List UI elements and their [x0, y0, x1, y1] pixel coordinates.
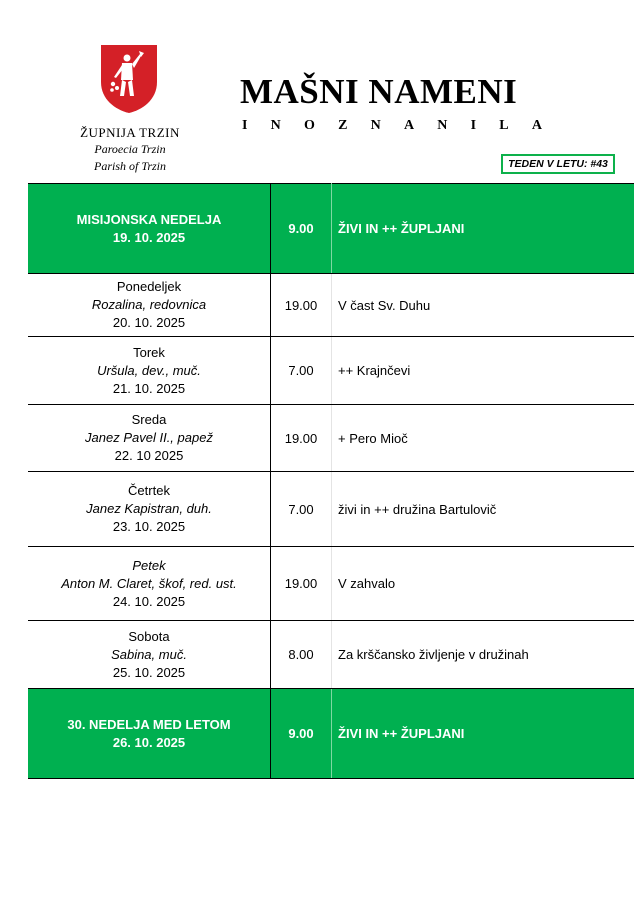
day-name: Sreda [131, 412, 167, 427]
saint-name: Sabina, muč. [111, 646, 187, 662]
saint-name: Janez Pavel II., papež [85, 430, 213, 445]
table-row [28, 184, 634, 274]
day-cell [28, 184, 271, 274]
subtitle-letter: N [270, 118, 281, 133]
day-cell [28, 274, 271, 337]
page-subtitle [242, 118, 542, 134]
mass-time: 19.00 [271, 274, 332, 337]
day-cell [28, 547, 271, 621]
mass-intention: živi in ++ družina Bartulovič [332, 472, 635, 547]
day-name: Ponedeljek [116, 279, 182, 294]
day-name: Sobota [128, 628, 170, 644]
day-name: Petek [132, 557, 166, 573]
mass-time: 7.00 [271, 337, 332, 405]
day-date: 19. 10. 2025 [112, 229, 186, 245]
mass-time: 9.00 [271, 689, 332, 779]
parish-crest-icon [100, 44, 158, 114]
mass-intention: + Pero Mioč [332, 405, 635, 472]
day-date: 20. 10. 2025 [112, 315, 186, 330]
table-row [28, 621, 634, 689]
table-row [28, 472, 634, 547]
day-cell [28, 472, 271, 547]
saint-name: Janez Kapistran, duh. [86, 501, 212, 516]
day-cell [28, 337, 271, 405]
parish-english-name: Parish of Trzin [93, 159, 167, 173]
table-row [28, 547, 634, 621]
day-name: Četrtek [128, 483, 170, 498]
day-date: 22. 10 2025 [114, 448, 184, 463]
day-cell [28, 621, 271, 689]
day-date: 24. 10. 2025 [112, 593, 186, 609]
saint-name: Uršula, dev., muč. [97, 362, 201, 378]
day-name: Torek [133, 344, 165, 360]
mass-time: 7.00 [271, 472, 332, 547]
day-cell [28, 689, 271, 779]
mass-intention: V čast Sv. Duhu [332, 274, 635, 337]
subtitle-letter: A [531, 118, 542, 133]
table-row [28, 274, 634, 337]
parish-latin-name: Paroecia Trzin [94, 142, 166, 156]
day-date: 23. 10. 2025 [112, 519, 186, 534]
subtitle-letter: I [242, 118, 248, 133]
mass-time: 8.00 [271, 621, 332, 689]
table-row [28, 689, 634, 779]
mass-intention: ŽIVI IN ++ ŽUPLJANI [332, 184, 635, 274]
table-row [28, 405, 634, 472]
subtitle-letter: N [370, 118, 381, 133]
page-title: MAŠNI NAMENI [240, 72, 518, 111]
mass-intention: ŽIVI IN ++ ŽUPLJANI [332, 689, 635, 779]
day-date: 21. 10. 2025 [112, 380, 186, 396]
day-date: 25. 10. 2025 [112, 664, 186, 680]
mass-intention: V zahvalo [332, 547, 635, 621]
day-cell [28, 405, 271, 472]
mass-intention: Za krščansko življenje v družinah [332, 621, 635, 689]
subtitle-letter: O [303, 118, 315, 133]
subtitle-letter: A [403, 118, 415, 133]
parish-block [60, 125, 200, 175]
mass-intention: ++ Krajnčevi [332, 337, 635, 405]
subtitle-letter: Z [338, 118, 348, 133]
subtitle-letter: I [470, 118, 477, 133]
day-date: 26. 10. 2025 [112, 734, 186, 750]
table-row [28, 337, 634, 405]
parish-name: ŽUPNIJA TRZIN [80, 125, 180, 140]
saint-name: Anton M. Claret, škof, red. ust. [61, 575, 237, 591]
mass-time: 19.00 [271, 405, 332, 472]
mass-time: 19.00 [271, 547, 332, 621]
saint-name: Rozalina, redovnica [91, 297, 207, 312]
day-name: 30. NEDELJA MED LETOM [67, 716, 231, 732]
week-number-badge: TEDEN V LETU: #43 [501, 154, 615, 174]
mass-time: 9.00 [271, 184, 332, 274]
subtitle-letter: N [437, 118, 448, 133]
day-name: MISIJONSKA NEDELJA [76, 211, 222, 227]
subtitle-letter: L [499, 118, 509, 133]
mass-intentions-table [28, 183, 634, 779]
